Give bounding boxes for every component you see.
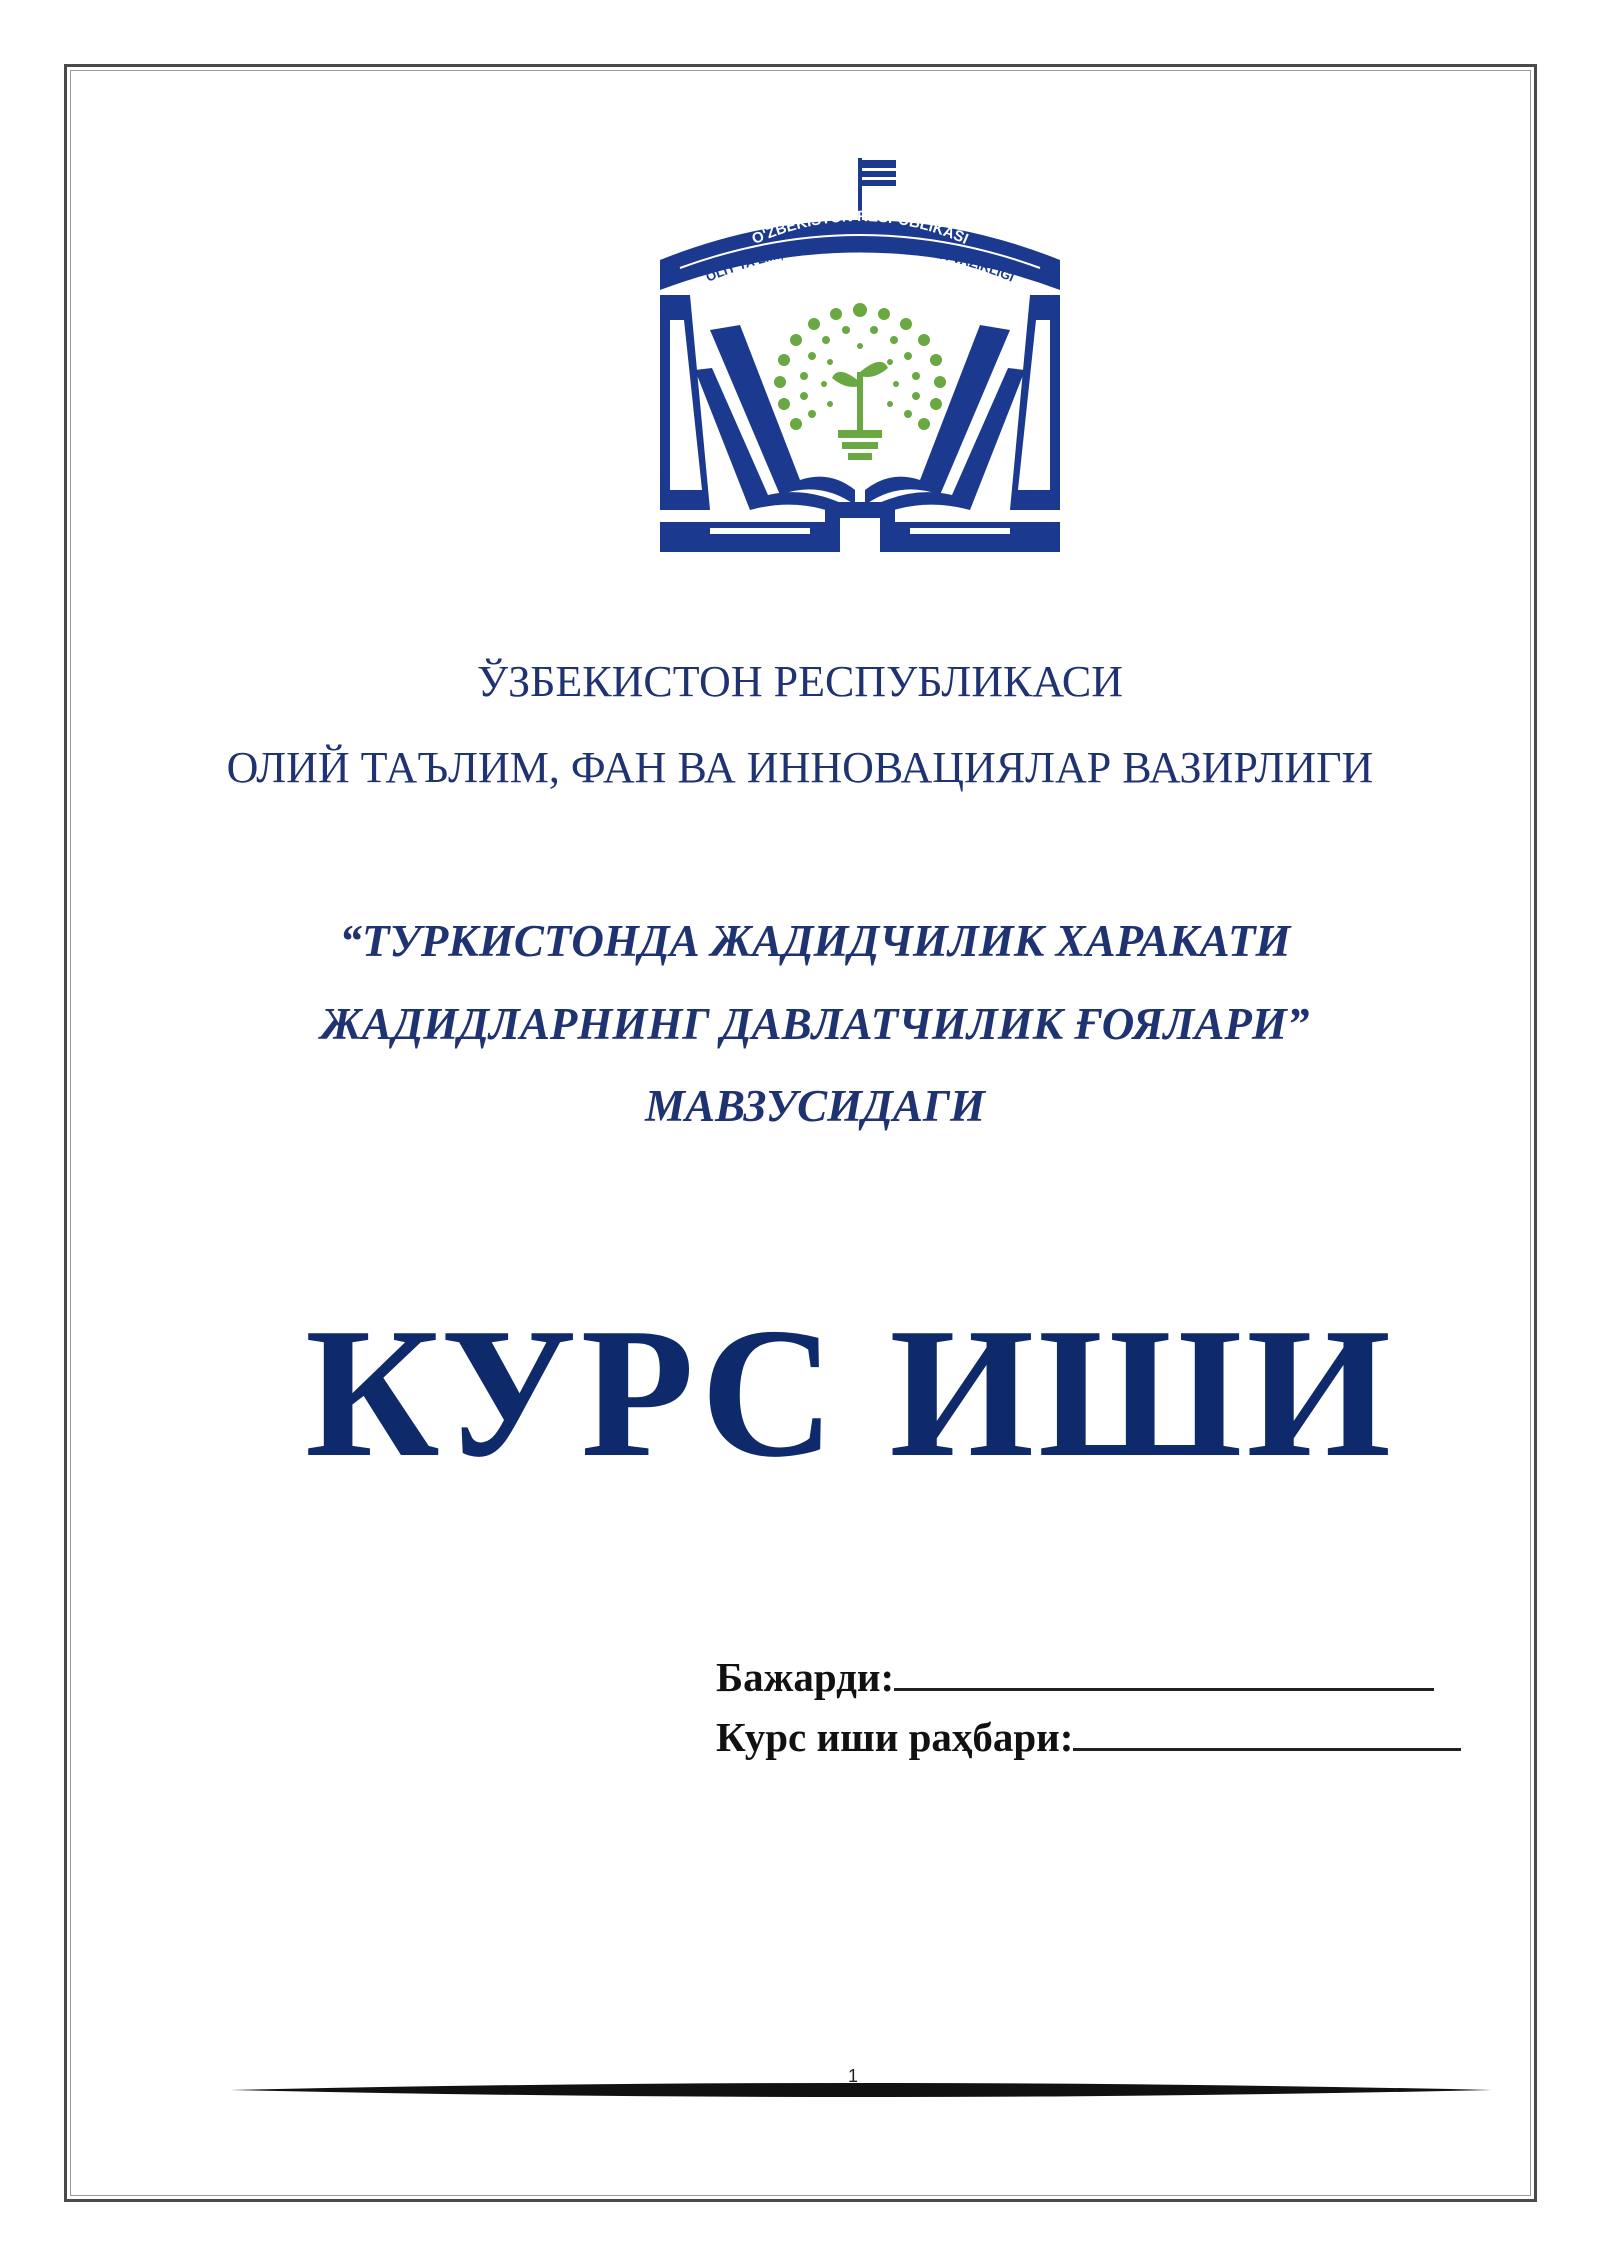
performed-by-blank-line (894, 1652, 1434, 1691)
topic-line-3: МАВЗУСИДАГИ (644, 1081, 986, 1131)
topic-line-1: “ТУРКИСТОНДА ЖАДИДЧИЛИК ХАРАКАТИ (339, 916, 1291, 966)
performed-by-field (716, 1652, 1434, 1701)
ministry-line-1: ЎЗБЕКИСТОН РЕСПУБЛИКАСИ (476, 657, 1124, 706)
footer-rule (230, 2080, 1492, 2100)
page-number: 1 (848, 2066, 859, 2086)
performed-by-label: Бажарди: (716, 1654, 895, 1700)
supervisor-label: Курс иши раҳбари: (716, 1714, 1074, 1760)
ministry-line-2: ОЛИЙ ТАЪЛИМ, ФАН ВА ИННОВАЦИЯЛАР ВАЗИРЛИГИ (226, 743, 1374, 792)
document-title: КУРС ИШИ (305, 1290, 1395, 1496)
topic-line-2: ЖАДИДЛАРНИНГ ДАВЛАТЧИЛИК ҒОЯЛАРИ” (320, 999, 1310, 1049)
emblem-arc-line2: OLIY TA'LIM, FAN VA INNOVATSIYALAR VAZIRLIGI (703, 237, 1017, 285)
emblem-arc-line1: O'ZBEKISTON RESPUBLIKASI (749, 207, 971, 248)
ministry-emblem-icon (650, 150, 1070, 560)
supervisor-field (716, 1712, 1461, 1761)
supervisor-blank-line (1073, 1712, 1461, 1751)
